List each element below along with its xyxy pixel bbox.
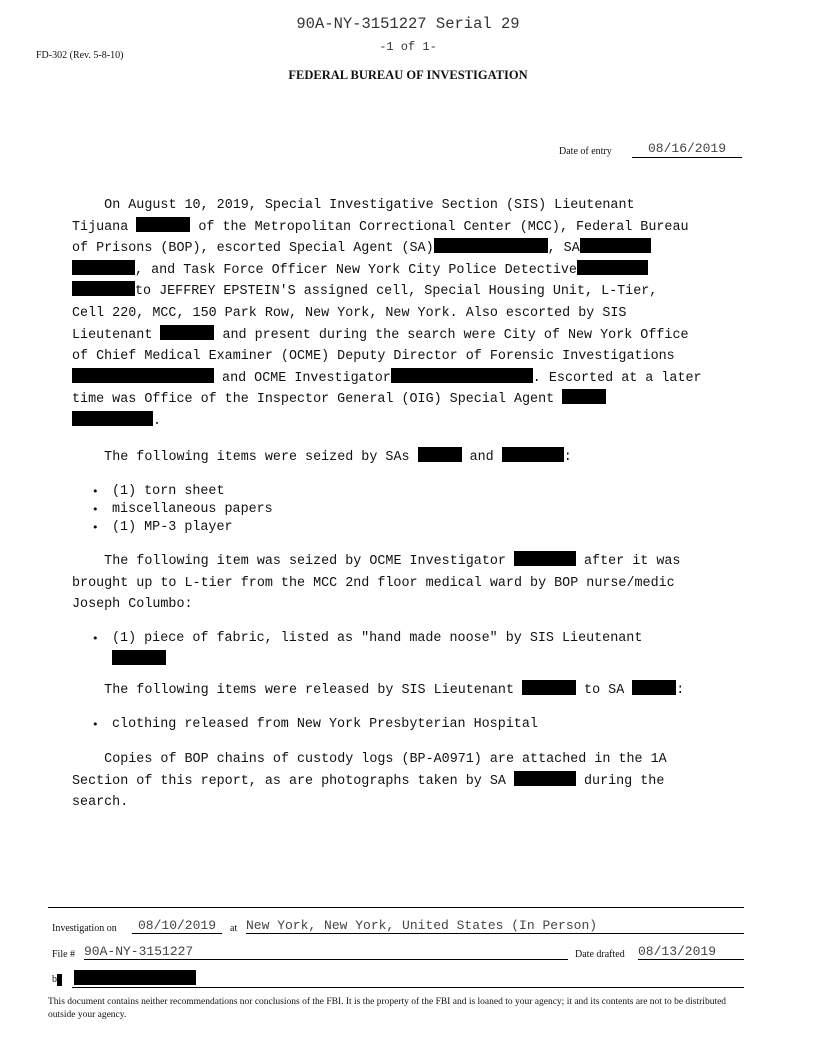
redaction-block (72, 368, 214, 383)
text-span: of the Metropolitan Correctional Center (MCC), Federal Bureau of Prisons (BOP), escorted Special Agent (SA) (72, 219, 689, 257)
text-span: to SA (576, 683, 633, 698)
text-span: . (153, 413, 162, 429)
text-span: , and Task Force Officer New York City Police Detective (135, 262, 577, 278)
file-number-label: File # (52, 949, 76, 960)
text-span: The following item was seized by OCME Investigator (72, 554, 514, 569)
investigation-location: New York, New York, United States (In Person) (246, 918, 744, 934)
text-span: , SA (547, 241, 580, 257)
redaction-block (502, 447, 564, 462)
redaction-block (514, 771, 576, 786)
text-span: : (676, 683, 685, 698)
redaction-block (72, 260, 135, 275)
paragraph-search-escort (72, 195, 744, 433)
redaction-block (418, 447, 462, 462)
agency-title: FEDERAL BUREAU OF INVESTIGATION (288, 68, 528, 82)
date-of-entry-value: 08/16/2019 (632, 141, 742, 158)
text-span: to JEFFREY EPSTEIN'S assigned cell, Special Housing Unit, L-Tier, Cell 220, MCC, 150 Park Row, New York, New York. Also escorted by SIS Lieutenant (72, 284, 658, 343)
redaction-block (434, 238, 548, 253)
redaction-block (514, 551, 576, 566)
paragraph-seized-by-sas (72, 447, 744, 469)
text-span: On August 10, 2019, Special Investigative Section (SIS) Lieutenant Tijuana (72, 198, 635, 235)
file-number: 90A-NY-3151227 (84, 944, 568, 960)
text-span: during the search. (72, 773, 665, 811)
text-span: : (563, 450, 572, 465)
redaction-block (632, 680, 676, 695)
redaction-block (112, 650, 166, 665)
redaction-block (577, 260, 648, 275)
redaction-block (522, 680, 576, 695)
serial-number: 90A-NY-3151227 Serial 29 (296, 15, 520, 33)
list-item (72, 630, 744, 670)
text-span: . Escorted at a later time was Office of the Inspector General (OIG) Special Agent (72, 370, 702, 408)
paragraph-released-items (72, 680, 744, 702)
redaction-block (57, 974, 62, 986)
list-item: • (1) torn sheet (72, 483, 744, 501)
text-span: Copies of BOP chains of custody logs (BP-A0971) are attached in the 1A Section of this report, as are photographs taken by SA (72, 752, 667, 789)
list-item: • (1) MP-3 player (72, 519, 744, 537)
document-body (72, 195, 744, 433)
text-span: and OCME Investigator (214, 370, 391, 386)
text-span: (1) piece of fabric, listed as "hand made noose" by SIS Lieutenant (112, 631, 643, 646)
at-label: at (230, 923, 238, 934)
redaction-block (72, 281, 135, 296)
text-span: and present during the search were City of New York Office of Chief Medical Examiner (OCME) Deputy Director of Forensic Investigations (72, 327, 689, 365)
list-item: • clothing released from New York Presbyterian Hospital (72, 716, 744, 734)
redaction-block (580, 238, 651, 253)
by-label: b (52, 974, 57, 985)
form-number: FD-302 (Rev. 5-8-10) (36, 50, 124, 61)
page-number: -1 of 1- (379, 40, 437, 54)
date-drafted-label: Date drafted (575, 949, 625, 960)
redaction-block (562, 389, 606, 404)
footer-divider (48, 907, 744, 908)
seized-items-list (72, 483, 744, 537)
released-items-list (72, 716, 744, 734)
redaction-block (136, 217, 190, 232)
text-span: The following items were released by SIS Lieutenant (72, 683, 523, 698)
agent-signature-line (72, 970, 744, 988)
list-item: • miscellaneous papers (72, 501, 744, 519)
text-span: after it was brought up to L-tier from the MCC 2nd floor medical ward by BOP nurse/medic Joseph Columbo: (72, 554, 681, 613)
redaction-block (72, 411, 153, 426)
fabric-item-list (72, 630, 744, 670)
date-of-entry-label: Date of entry (559, 146, 612, 157)
footer-disclaimer: This document contains neither recommendations nor conclusions of the FBI. It is the property of the FBI and is loaned to your agency; it and its contents are not to be distributed outside your agency. (48, 997, 727, 1020)
paragraph-ocme-seizure (72, 551, 744, 616)
redaction-block (160, 325, 214, 340)
redaction-block (391, 368, 533, 383)
text-span: The following items were seized by SAs (72, 450, 418, 465)
redaction-block (74, 970, 196, 985)
paragraph-custody-logs (72, 749, 744, 814)
date-drafted: 08/13/2019 (638, 944, 744, 960)
text-span: and (461, 450, 502, 465)
investigation-date: 08/10/2019 (132, 918, 222, 934)
investigation-on-label: Investigation on (52, 923, 117, 934)
